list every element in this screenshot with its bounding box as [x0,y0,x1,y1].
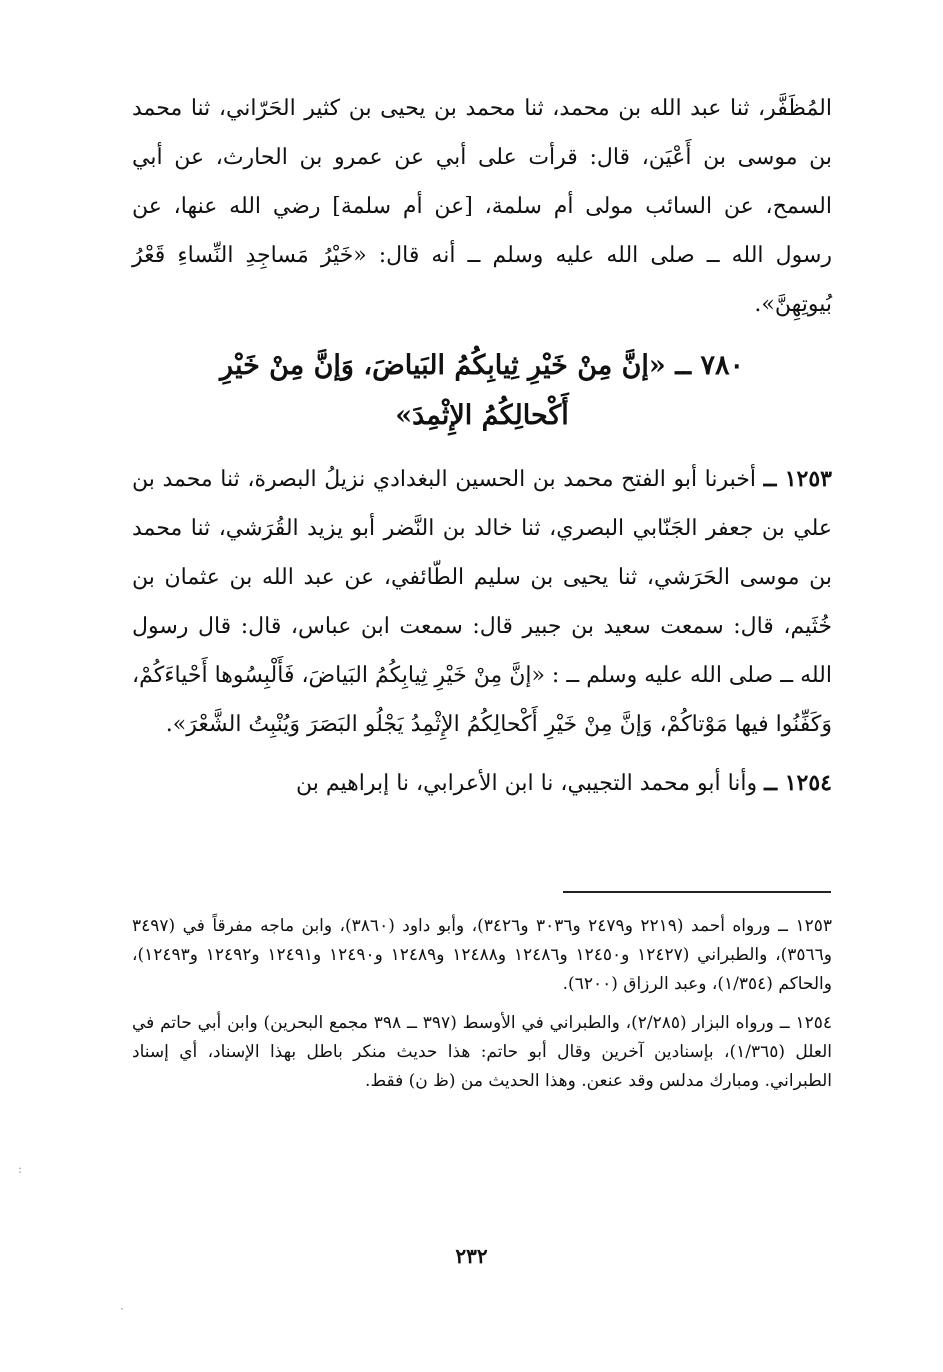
continued-paragraph: المُظَفَّر، ثنا عبد الله بن محمد، ثنا محمد بن يحيى بن كثير الحَرّاني، ثنا محمد بن موسى بن أَعْيَن، قال: قرأت على أبي عن عمرو بن الحارث، عن أبي السمح، عن السائب مولى أم سلمة، [عن أم سلمة] رضي الله عنها، عن رسول الله ــ صلى الله عليه وسلم ــ أنه قال: «خَيْرُ مَساجِدِ النِّساءِ قَعْرُ بُيوتِهِنَّ». [132,96,832,317]
hadith-1253-number: ١٢٥٣ ــ [763,466,832,492]
hadith-1253-text: أخبرنا أبو الفتح محمد بن الحسين البغدادي نزيلُ البصرة، ثنا محمد بن علي بن جعفر الجَنّابي البصري، ثنا خالد بن النَّضر أبو يزيد القُرَشي، ثنا محمد بن موسى الحَرَشي، ثنا يحيى بن سليم الطّائفي، عن عبد الله بن عثمان بن خُثَيم، قال: سمعت سعيد بن جبير قال: سمعت ابن عباس، قال: قال رسول الله ــ صلى الله عليه وسلم ــ : «إنَّ مِنْ خَيْرِ ثِيابِكُمُ البَياضَ، فَأَلْبِسُوها أَحْياءَكُمْ، وَكَفِّنُوا فيها مَوْتاكُمْ، وَإنَّ مِنْ خَيْرِ أَكْحالِكُمُ الإِثْمِدُ يَجْلُو البَصَرَ وَيُنْبِتُ الشَّعْرَ». [132,467,832,737]
chapter-heading: ٧٨٠ ــ «إنَّ مِنْ خَيْرِ ثِيابِكُمُ البَياضَ، وَإنَّ مِنْ خَيْرِ أَكْحالِكُمُ الإِثْمِدَ» [220,350,744,431]
footnote-divider [563,891,831,893]
footnote-1253-text: ورواه أحمد (٢٢١٩ و٢٤٧٩ و٣٠٣٦ و٣٤٢٦)، وأبو داود (٣٨٦٠)، وابن ماجه مفرقاً في (٣٤٩٧ و٣٥٦٦)، والطبراني (١٢٤٢٧ و١٢٤٥٠ و١٢٤٨٦ و١٢٤٨٨ و١٢٤٨٩ و١٢٤٩٠ و١٢٤٩١ و١٢٤٩٢ و١٢٤٩٣)، والحاكم (١/٣٥٤)، وعبد الرزاق (٦٢٠٠). [132,916,832,994]
hadith-1253-paragraph [132,455,832,749]
main-text-block [132,84,832,808]
scan-speck: : [18,1162,23,1176]
footnote-1253-number: ١٢٥٣ ــ [778,916,832,936]
footnote-1254-text: ورواه البزار (٢/٢٨٥)، والطبراني في الأوسط (٣٩٧ ــ ٣٩٨ مجمع البحرين) وابن أبي حاتم في العلل (١/٣٦٥)، بإسنادين آخرين وقال أبو حاتم: هذا حديث منكر باطل بهذا الإسناد، أي إسناد الطبراني. ومبارك مدلس وقد عنعن. وهذا الحديث من (ظ ن) فقط. [132,1013,832,1091]
footnote-1254-number: ١٢٥٤ ــ [779,1013,832,1033]
scan-speck: · [120,1302,124,1316]
hadith-1254-number: ١٢٥٤ ــ [764,770,832,796]
footnotes-block [132,912,832,1106]
footnote-1253 [132,912,832,999]
hadith-1254-text: وأنا أبو محمد التجيبي، نا ابن الأعرابي، نا إبراهيم بن [295,771,758,796]
page-number: ٢٣٢ [455,1244,488,1268]
footnote-1254 [132,1009,832,1096]
hadith-1254-paragraph [132,759,832,808]
